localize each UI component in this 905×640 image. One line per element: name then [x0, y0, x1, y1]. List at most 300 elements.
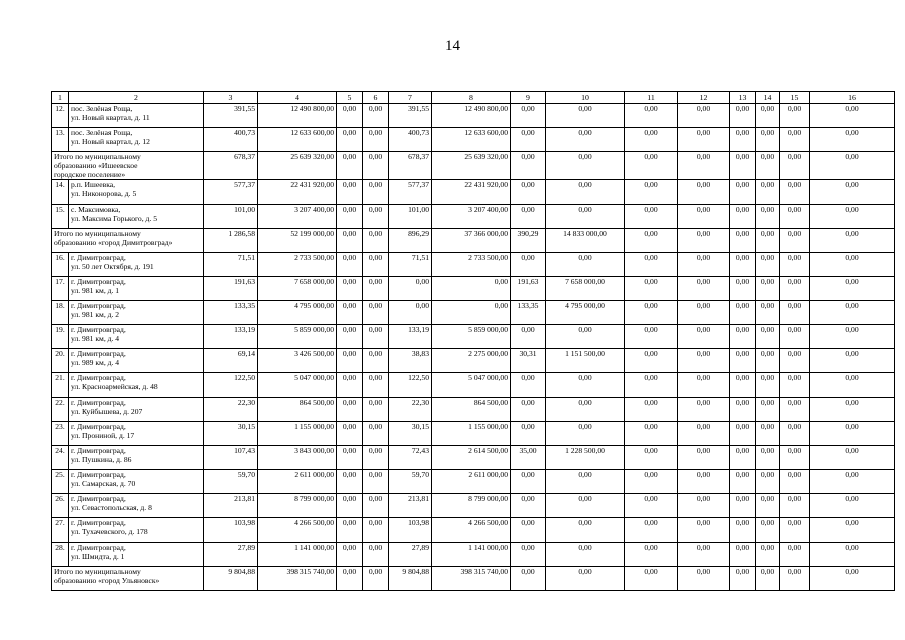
value-cell: 213,81: [389, 494, 432, 518]
value-cell: 0,00: [810, 446, 895, 470]
column-number-cell: 10: [546, 92, 625, 104]
row-number: 27.: [52, 518, 69, 542]
row-number: 20.: [52, 349, 69, 373]
value-cell: 0,00: [756, 228, 780, 252]
value-cell: 0,00: [756, 276, 780, 300]
address-line: г. Димитровград,: [71, 542, 126, 552]
value-cell: 0,00: [810, 301, 895, 325]
address-cell: [69, 518, 204, 542]
value-cell: 0,00: [625, 152, 678, 180]
value-cell: 0,00: [780, 301, 810, 325]
value-cell: 0,00: [730, 325, 756, 349]
value-cell: 9 804,88: [204, 566, 258, 590]
value-cell: 0,00: [756, 421, 780, 445]
value-cell: 0,00: [546, 104, 625, 128]
column-number-cell: 6: [363, 92, 389, 104]
table-row: [52, 276, 895, 300]
value-cell: 3 843 000,00: [258, 446, 337, 470]
column-number-cell: 1: [52, 92, 69, 104]
value-cell: 0,00: [337, 204, 363, 228]
value-cell: 400,73: [389, 128, 432, 152]
value-cell: 0,00: [810, 421, 895, 445]
value-cell: 391,55: [204, 104, 258, 128]
value-cell: 0,00: [780, 542, 810, 566]
address-cell: [69, 276, 204, 300]
value-cell: 0,00: [678, 542, 730, 566]
value-cell: 0,00: [625, 421, 678, 445]
address-cell: [69, 204, 204, 228]
value-cell: 0,00: [780, 349, 810, 373]
value-cell: 0,00: [546, 373, 625, 397]
value-cell: 0,00: [337, 470, 363, 494]
value-cell: 0,00: [678, 152, 730, 180]
table-row: [52, 446, 895, 470]
value-cell: 0,00: [389, 276, 432, 300]
value-cell: 0,00: [625, 470, 678, 494]
address-line: ул. 981 км, д. 1: [71, 285, 120, 295]
value-cell: 0,00: [730, 128, 756, 152]
value-cell: 0,00: [511, 494, 546, 518]
value-cell: 0,00: [756, 518, 780, 542]
value-cell: 30,15: [389, 421, 432, 445]
value-cell: 0,00: [337, 252, 363, 276]
value-cell: 0,00: [678, 397, 730, 421]
value-cell: 0,00: [546, 204, 625, 228]
table-row: [52, 518, 895, 542]
value-cell: 0,00: [546, 252, 625, 276]
address-line: р.п. Ишеевка,: [71, 180, 116, 190]
total-line: Итого по муниципальному: [54, 152, 141, 162]
value-cell: 0,00: [625, 518, 678, 542]
row-number: 25.: [52, 470, 69, 494]
value-cell: 0,00: [511, 325, 546, 349]
value-cell: 0,00: [730, 518, 756, 542]
value-cell: 2 733 500,00: [432, 252, 511, 276]
value-cell: 0,00: [546, 518, 625, 542]
value-cell: 0,00: [780, 325, 810, 349]
address-line: ул. Максима Горького, д. 5: [71, 213, 157, 223]
value-cell: 0,00: [678, 276, 730, 300]
value-cell: 0,00: [511, 152, 546, 180]
value-cell: 0,00: [337, 349, 363, 373]
value-cell: 37 366 000,00: [432, 228, 511, 252]
row-number: 24.: [52, 446, 69, 470]
value-cell: 0,00: [810, 518, 895, 542]
value-cell: 0,00: [546, 421, 625, 445]
value-cell: 0,00: [363, 276, 389, 300]
value-cell: 25 639 320,00: [258, 152, 337, 180]
value-cell: 0,00: [546, 152, 625, 180]
value-cell: 0,00: [756, 542, 780, 566]
value-cell: 0,00: [756, 104, 780, 128]
value-cell: 25 639 320,00: [432, 152, 511, 180]
address-cell: [69, 128, 204, 152]
value-cell: 103,98: [204, 518, 258, 542]
value-cell: 0,00: [432, 276, 511, 300]
table-row: [52, 325, 895, 349]
value-cell: 0,00: [363, 566, 389, 590]
value-cell: 0,00: [363, 397, 389, 421]
row-number: 21.: [52, 373, 69, 397]
address-line: ул. Севастопольская, д. 8: [71, 503, 152, 513]
page-number: 14: [445, 38, 460, 54]
total-label: [52, 152, 204, 180]
value-cell: 0,00: [780, 228, 810, 252]
address-cell: [69, 397, 204, 421]
value-cell: 0,00: [756, 204, 780, 228]
value-cell: 0,00: [625, 204, 678, 228]
value-cell: 2 275 000,00: [432, 349, 511, 373]
value-cell: 0,00: [756, 397, 780, 421]
column-number-cell: 9: [511, 92, 546, 104]
value-cell: 0,00: [810, 349, 895, 373]
value-cell: 577,37: [204, 180, 258, 204]
address-line: ул. 50 лет Октября, д. 191: [71, 261, 154, 271]
value-cell: 71,51: [204, 252, 258, 276]
value-cell: 0,00: [363, 518, 389, 542]
row-number: 26.: [52, 494, 69, 518]
address-cell: [69, 446, 204, 470]
value-cell: 0,00: [363, 180, 389, 204]
value-cell: 0,00: [363, 542, 389, 566]
address-cell: [69, 180, 204, 204]
value-cell: 0,00: [511, 104, 546, 128]
value-cell: 0,00: [546, 397, 625, 421]
value-cell: 0,00: [780, 276, 810, 300]
address-line: ул. Красноармейская, д. 48: [71, 382, 158, 392]
value-cell: 2 611 000,00: [432, 470, 511, 494]
address-line: ул. 981 км, д. 4: [71, 334, 120, 344]
value-cell: 22,30: [204, 397, 258, 421]
row-number: 18.: [52, 301, 69, 325]
value-cell: 12 490 800,00: [432, 104, 511, 128]
value-cell: 0,00: [678, 228, 730, 252]
registry-table: [51, 91, 895, 591]
value-cell: 678,37: [204, 152, 258, 180]
column-number-cell: 15: [780, 92, 810, 104]
value-cell: 0,00: [337, 276, 363, 300]
value-cell: 0,00: [337, 301, 363, 325]
value-cell: 0,00: [625, 494, 678, 518]
value-cell: 0,00: [756, 470, 780, 494]
value-cell: 30,31: [511, 349, 546, 373]
value-cell: 0,00: [730, 421, 756, 445]
address-line: с. Максимовка,: [71, 204, 121, 214]
value-cell: 0,00: [363, 301, 389, 325]
value-cell: 2 733 500,00: [258, 252, 337, 276]
table-row: [52, 494, 895, 518]
value-cell: 14 833 000,00: [546, 228, 625, 252]
table-row: [52, 128, 895, 152]
column-number-cell: 5: [337, 92, 363, 104]
value-cell: 0,00: [756, 373, 780, 397]
value-cell: 0,00: [337, 397, 363, 421]
value-cell: 71,51: [389, 252, 432, 276]
address-line: г. Димитровград,: [71, 518, 126, 528]
value-cell: 0,00: [678, 301, 730, 325]
address-cell: [69, 373, 204, 397]
value-cell: 22 431 920,00: [258, 180, 337, 204]
value-cell: 0,00: [625, 349, 678, 373]
value-cell: 0,00: [546, 494, 625, 518]
address-line: ул. Куйбышева, д. 207: [71, 406, 143, 416]
value-cell: 0,00: [730, 204, 756, 228]
value-cell: 0,00: [511, 128, 546, 152]
value-cell: 0,00: [810, 252, 895, 276]
value-cell: 59,70: [204, 470, 258, 494]
value-cell: 0,00: [730, 276, 756, 300]
address-line: ул. Никонорова, д. 5: [71, 189, 137, 199]
total-row: [52, 228, 895, 252]
value-cell: 0,00: [810, 228, 895, 252]
column-number-row: [52, 92, 895, 104]
row-number: 19.: [52, 325, 69, 349]
value-cell: 213,81: [204, 494, 258, 518]
value-cell: 0,00: [810, 542, 895, 566]
value-cell: 0,00: [780, 518, 810, 542]
address-line: ул. Тухачевского, д. 178: [71, 527, 148, 537]
value-cell: 391,55: [389, 104, 432, 128]
value-cell: 0,00: [363, 325, 389, 349]
value-cell: 133,19: [204, 325, 258, 349]
value-cell: 0,00: [780, 104, 810, 128]
value-cell: 678,37: [389, 152, 432, 180]
value-cell: 0,00: [511, 180, 546, 204]
value-cell: 22 431 920,00: [432, 180, 511, 204]
value-cell: 72,43: [389, 446, 432, 470]
value-cell: 103,98: [389, 518, 432, 542]
value-cell: 0,00: [625, 373, 678, 397]
value-cell: 0,00: [625, 325, 678, 349]
value-cell: 4 266 500,00: [432, 518, 511, 542]
value-cell: 864 500,00: [258, 397, 337, 421]
value-cell: 0,00: [678, 373, 730, 397]
value-cell: 0,00: [756, 301, 780, 325]
table-row: [52, 252, 895, 276]
value-cell: 0,00: [678, 518, 730, 542]
value-cell: 0,00: [756, 349, 780, 373]
value-cell: 12 490 800,00: [258, 104, 337, 128]
value-cell: 0,00: [625, 446, 678, 470]
value-cell: 0,00: [780, 152, 810, 180]
address-cell: [69, 349, 204, 373]
value-cell: 0,00: [730, 180, 756, 204]
address-line: ул. Прониной, д. 17: [71, 430, 135, 440]
value-cell: 0,00: [337, 104, 363, 128]
value-cell: 0,00: [780, 397, 810, 421]
total-line: Итого по муниципальному: [54, 566, 141, 576]
value-cell: 0,00: [546, 325, 625, 349]
value-cell: 0,00: [511, 204, 546, 228]
value-cell: 0,00: [363, 152, 389, 180]
column-number-cell: 11: [625, 92, 678, 104]
address-line: г. Димитровград,: [71, 470, 126, 480]
table-row: [52, 421, 895, 445]
total-row: [52, 152, 895, 180]
value-cell: 0,00: [511, 397, 546, 421]
value-cell: 390,29: [511, 228, 546, 252]
table-row: [52, 542, 895, 566]
value-cell: 7 658 000,00: [546, 276, 625, 300]
value-cell: 0,00: [730, 397, 756, 421]
value-cell: 0,00: [678, 349, 730, 373]
value-cell: 0,00: [625, 276, 678, 300]
value-cell: 0,00: [780, 128, 810, 152]
address-line: г. Димитровград,: [71, 276, 126, 286]
value-cell: 3 207 400,00: [432, 204, 511, 228]
column-number-cell: 4: [258, 92, 337, 104]
column-number-cell: 8: [432, 92, 511, 104]
value-cell: 0,00: [756, 446, 780, 470]
row-number: 28.: [52, 542, 69, 566]
value-cell: 0,00: [546, 128, 625, 152]
value-cell: 0,00: [363, 349, 389, 373]
value-cell: 0,00: [810, 104, 895, 128]
value-cell: 0,00: [730, 494, 756, 518]
address-line: ул. Самарская, д. 70: [71, 479, 136, 489]
value-cell: 0,00: [625, 566, 678, 590]
address-line: ул. 989 км, д. 4: [71, 358, 120, 368]
row-number: 23.: [52, 421, 69, 445]
value-cell: 4 266 500,00: [258, 518, 337, 542]
value-cell: 0,00: [363, 204, 389, 228]
value-cell: 0,00: [625, 542, 678, 566]
value-cell: 0,00: [625, 228, 678, 252]
value-cell: 0,00: [756, 325, 780, 349]
value-cell: 0,00: [337, 518, 363, 542]
value-cell: 0,00: [810, 204, 895, 228]
column-number-cell: 7: [389, 92, 432, 104]
value-cell: 0,00: [810, 128, 895, 152]
total-row: [52, 566, 895, 590]
value-cell: 8 799 000,00: [432, 494, 511, 518]
address-line: г. Димитровград,: [71, 446, 126, 456]
value-cell: 0,00: [678, 204, 730, 228]
value-cell: 400,73: [204, 128, 258, 152]
value-cell: 2 614 500,00: [432, 446, 511, 470]
value-cell: 1 141 000,00: [258, 542, 337, 566]
value-cell: 0,00: [756, 494, 780, 518]
value-cell: 0,00: [625, 128, 678, 152]
address-cell: [69, 421, 204, 445]
address-line: пос. Зелёная Роща,: [71, 104, 133, 113]
address-line: ул. Шмидта, д. 1: [71, 551, 125, 561]
value-cell: 133,19: [389, 325, 432, 349]
value-cell: 0,00: [810, 397, 895, 421]
value-cell: 0,00: [337, 494, 363, 518]
address-cell: [69, 301, 204, 325]
table-row: [52, 104, 895, 128]
table-row: [52, 373, 895, 397]
value-cell: 107,43: [204, 446, 258, 470]
value-cell: 0,00: [678, 470, 730, 494]
value-cell: 0,00: [810, 276, 895, 300]
value-cell: 0,00: [432, 301, 511, 325]
value-cell: 12 633 600,00: [258, 128, 337, 152]
value-cell: 0,00: [363, 446, 389, 470]
value-cell: 27,89: [204, 542, 258, 566]
value-cell: 0,00: [363, 128, 389, 152]
value-cell: 577,37: [389, 180, 432, 204]
value-cell: 0,00: [511, 421, 546, 445]
column-number-cell: 14: [756, 92, 780, 104]
value-cell: 0,00: [511, 518, 546, 542]
address-line: ул. 981 км, д. 2: [71, 310, 120, 320]
value-cell: 133,35: [204, 301, 258, 325]
value-cell: 3 426 500,00: [258, 349, 337, 373]
value-cell: 0,00: [337, 446, 363, 470]
value-cell: 896,29: [389, 228, 432, 252]
value-cell: 5 859 000,00: [432, 325, 511, 349]
value-cell: 0,00: [337, 325, 363, 349]
address-line: г. Димитровград,: [71, 325, 126, 335]
value-cell: 398 315 740,00: [258, 566, 337, 590]
address-cell: [69, 542, 204, 566]
value-cell: 4 795 000,00: [546, 301, 625, 325]
value-cell: 0,00: [810, 325, 895, 349]
row-number: 17.: [52, 276, 69, 300]
address-cell: [69, 325, 204, 349]
value-cell: 0,00: [810, 180, 895, 204]
value-cell: 0,00: [780, 252, 810, 276]
value-cell: 0,00: [730, 349, 756, 373]
value-cell: 0,00: [780, 494, 810, 518]
value-cell: 0,00: [756, 128, 780, 152]
value-cell: 27,89: [389, 542, 432, 566]
value-cell: 69,14: [204, 349, 258, 373]
total-label: [52, 228, 204, 252]
value-cell: 0,00: [780, 470, 810, 494]
value-cell: 0,00: [363, 470, 389, 494]
value-cell: 0,00: [337, 228, 363, 252]
value-cell: 122,50: [204, 373, 258, 397]
value-cell: 0,00: [337, 542, 363, 566]
value-cell: 0,00: [678, 128, 730, 152]
address-line: г. Димитровград,: [71, 397, 126, 407]
value-cell: 1 286,58: [204, 228, 258, 252]
address-cell: [69, 104, 204, 128]
value-cell: 0,00: [678, 421, 730, 445]
table-row: [52, 470, 895, 494]
value-cell: 0,00: [546, 470, 625, 494]
value-cell: 30,15: [204, 421, 258, 445]
value-cell: 398 315 740,00: [432, 566, 511, 590]
address-line: г. Димитровград,: [71, 252, 126, 262]
row-number: 14.: [52, 180, 69, 204]
value-cell: 22,30: [389, 397, 432, 421]
value-cell: 1 228 500,00: [546, 446, 625, 470]
address-line: г. Димитровград,: [71, 301, 126, 311]
value-cell: 0,00: [363, 104, 389, 128]
row-number: 16.: [52, 252, 69, 276]
value-cell: 0,00: [810, 494, 895, 518]
value-cell: 5 047 000,00: [258, 373, 337, 397]
value-cell: 122,50: [389, 373, 432, 397]
address-line: ул. Пушкина, д. 86: [71, 455, 132, 465]
column-number-cell: 2: [69, 92, 204, 104]
value-cell: 0,00: [678, 566, 730, 590]
value-cell: 0,00: [337, 373, 363, 397]
value-cell: 0,00: [678, 180, 730, 204]
total-line: Итого по муниципальному: [54, 228, 141, 238]
value-cell: 0,00: [337, 566, 363, 590]
value-cell: 0,00: [337, 128, 363, 152]
value-cell: 3 207 400,00: [258, 204, 337, 228]
value-cell: 52 199 000,00: [258, 228, 337, 252]
value-cell: 59,70: [389, 470, 432, 494]
value-cell: 0,00: [730, 104, 756, 128]
address-cell: [69, 470, 204, 494]
